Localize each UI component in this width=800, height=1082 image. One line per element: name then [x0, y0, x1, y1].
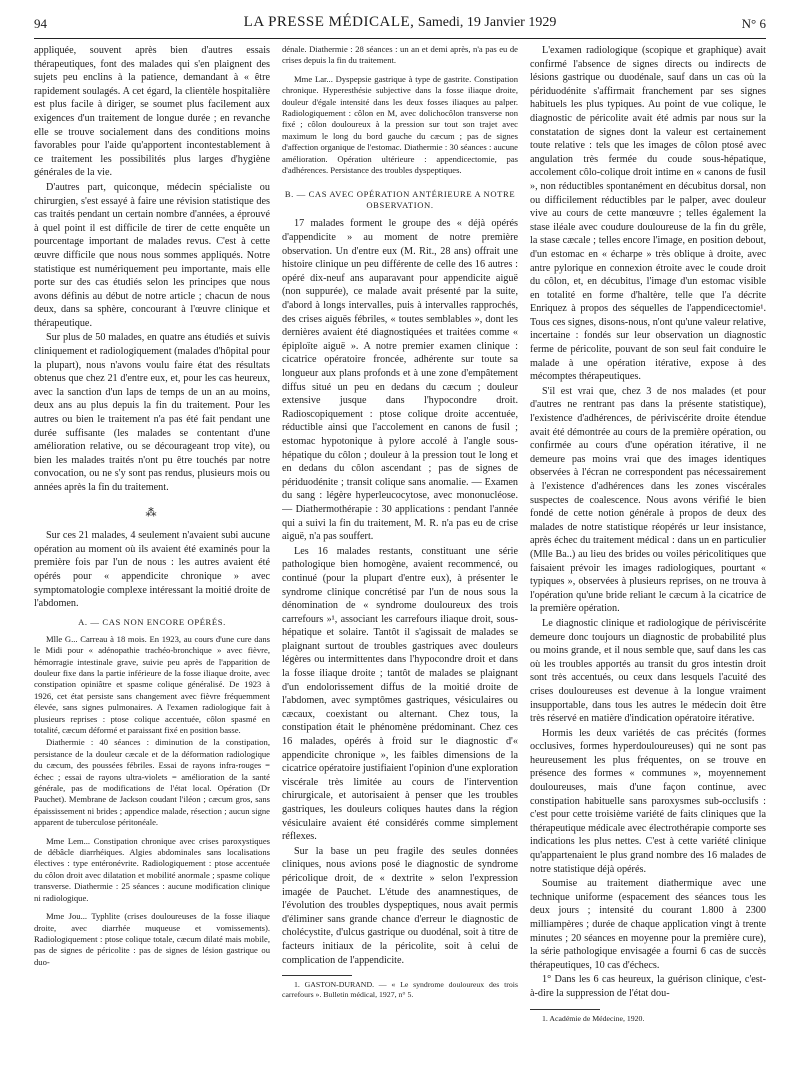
- section-heading: B. — CAS AVEC OPÉRATION ANTÉRIEURE A NOTRE OBSERVATION.: [284, 189, 516, 211]
- paragraph: Hormis les deux variétés de cas précités (formes occlusives, formes hyperdouloureuses) qui ne sont pas heureusement les plus fréquentes, on se trouve en présence des formes « communes », moyennement douloureuses, mais d'une façon continue, avec constipation habituelle sans paroxysmes sub-occlusifs : c'est pour cette troisième variété de faits cliniques que la thérapeutique médicale avec électrothérapie comporte ses indications les plus nettes. C'est à cette variété clinique qu'appartenaient le plus grand nombre des 16 malades de notre statistique déjà opérés.: [530, 727, 766, 875]
- issue-date: Samedi, 19 Janvier 1929: [414, 15, 557, 30]
- paragraph: Les 16 malades restants, constituant une série pathologique bien homogène, avaient recommencé, ou continué (pour la plupart d'entre eux), à présenter le syndrome clinique concrétisé par l'un de nous sous la dénomination de « syndrome douloureux des trois carrefours »¹, associant les carrefours iliaque droit, sous-hépatique et solaire. Tantôt il s'agissait de malades se plaignant surtout de troubles gastriques avec douleurs légères ou intermittentes dans l'hypocondre droit et dans la fosse iliaque droite ; tantôt de malades se plaignant d'un endolorissement diffus de la moitié droite de l'abdomen, avec symptômes gastriques, vésiculaires ou cæcaux, coexistant ou alternant. Chez tous, la constipation était le phénomène prédominant. Chez ces 16 malades, opérés à froid sur le diagnostic d'« appendicite chronique », les faibles dimensions de la cicatrice opératoire justifiaient l'opinion d'une exploration viscérale très limitée au cours de l'intervention chirurgicale, et autorisaient à penser que les troubles gastriques, les douleurs coliques hautes dans la région vésiculaire avaient été considérés comme simplement réflexes.: [282, 545, 518, 843]
- paragraph: 1° Dans les 6 cas heureux, la guérison clinique, c'est-à-dire la suppression de l'état dou-: [530, 974, 766, 999]
- paragraph: S'il est vrai que, chez 3 de nos malades (et pour d'autres ne rentrant pas dans la présente statistique), l'existence d'adhérences, de périviscérite droite étendue avait été démontrée au cours de la première opération, ou confirmée au cours d'une opération itérative, il ne demeure pas moins vrai que des images identiques observées à l'écran ne correspondent pas nécessairement à l'existence d'adhérences dans les zones viscérales suspectes de coalescence. Nous avons vérifié le bien fondé de cette notion générale à propos de deux des malades de notre statistique réopérés ur leur insistance, après échec du traitement médical : dans un en particulier (Mlle Ba..) au lieu des brides ou voiles péricolitiques que faisaient prévoir les images radiologiques, pourtant « typiques », observées à plusieurs reprises, on ne trouva à l'opération qu'une bride reliant le cæcum à la cicatrice de la première opération.: [530, 385, 766, 615]
- section-heading: A. — CAS NON ENCORE OPÉRÉS.: [78, 616, 226, 627]
- footnote: 1. GASTON-DURAND. — « Le syndrome douloureux des trois carrefours ». Bulletin médical, 1927, n° 5.: [282, 980, 518, 1000]
- paragraph: 17 malades forment le groupe des « déjà opérés d'appendicite » au moment de notre première observation. Un d'entre eux (M. Rit., 28 ans) offrait une histoire clinique un peu différente de celle des 16 autres : opéré dix-neuf ans auparavant pour appendicite aiguë (non suppurée), ce malade avait présenté par la suite, d'abord à longs intervalles, puis à intervalles rapprochés, des crises aiguës fébriles, « toutes semblables », dont les dernières avaient été diagnostiquées et traitées comme « épiploïte aiguë ». A notre premier examen clinique : cicatrice opératoire froncée, adhérente sur toute sa longueur aux plans profonds et à une zone d'empâtement diffus situé un peu en dedans du cæcum ; douleur extensive jusque dans l'hypocondre droit. Radioscopiquement : ptose colique droite accentuée, réductible ainsi que l'accolement en canons de fusil ; estomac hypotonique à pylore accolé à l'angle sous-hépatique du côlon ; douleur à la pression tout le long et en dedans du côlon ascendant ; pas de signes de périduodénite ; transit colique sans anomalie. — Examen du sang : légère hyperleucocytose, avec mononucléose. — Diathermothérapie : 30 applications : pendant l'année qui a suivi la fin du traitement, M. R. n'a pas eu de crise aiguë, n'a pas souffert.: [282, 218, 518, 543]
- case-paragraph: Mme Jou... Typhlite (crises douloureuses de la fosse iliaque droite, avec diarrhée muqueuse et vomissements). Radiologiquement : ptose colique totale, cæcum dilaté mais mobile, pas de signes de péricolite : pas de signes de lésion gastrique ou duo-: [34, 911, 270, 967]
- column-middle: [282, 44, 518, 1074]
- paragraph: Le diagnostic clinique et radiologique de périviscérite demeure donc toujours un diagnostic de probabilité plus ou moins grande, et il nous semble que, sauf dans les cas où les troubles apportés au transit du gros intestin droit sont très accentués, ou ceux dans lesquels l'acuité des crises douloureuses est devenue à la longue vraiment insupportable, dans tous les autres le médecin doit être très réservé en matière d'indication opératoire itérative.: [530, 617, 766, 725]
- footnote-rule: [282, 975, 352, 976]
- paragraph: Sur plus de 50 malades, en quatre ans étudiés et suivis cliniquement et radiologiquement (malades d'hôpital pour la plupart), nous n'avons voulu faire état des résultats obtenus que chez 21 d'entre eux, et, pour les cas heureux, avec la sanction d'un laps de temps de un an au moins, deux ans au plus depuis la fin du traitement. Pour les autres ou bien le traitement n'a pas été fait pendant une durée suffisante (les malades se contentant d'une amélioration relative, ou se décourageant trop vite), ou bien les malades traités n'ont pu être touchés par notre convocation, ou ne s'y sont pas rendus, plusieurs mois ou années après la fin du traitement.: [34, 332, 270, 493]
- case-paragraph: Mme Lar... Dyspepsie gastrique à type de gastrite. Constipation chronique. Hyperesthésie subjective dans la fosse iliaque droite, douleur d'égale intensité dans les deux fosses iliaques au palper. Radiologiquement : côlon en M, avec dolichocôlon transverse non fixé ; côlon douloureux à la pression sur tout son trajet avec maximum le long du bord gauche du cæcum ; pas de signes d'affection organique de l'estomac. Diathermie : 30 séances : aucune amélioration. Opération ultérieure : appendicectomie, pas d'adhérences. Persistance des troubles dyspeptiques.: [282, 73, 518, 176]
- paragraph: Soumise au traitement diathermique avec une technique uniforme (espacement des séances tous les deux jours ; intensité du courant 1.800 à 2300 milliampères ; durée de chaque application vingt à trente minutes ; 20 séances en moyenne pour la première cure), la série pathologique envisagée a fourni 6 cas de succès thérapeutiques, 10 cas d'échecs.: [530, 878, 766, 971]
- journal-title-line: [34, 14, 766, 31]
- case-paragraph: dénale. Diathermie : 28 séances : un an et demi après, n'a pas eu de crises depuis la fin du traitement.: [282, 44, 518, 66]
- case-paragraph: Mme Lem... Constipation chronique avec crises paroxystiques de débâcle diarrhéiques. Algies abdominales sans localisations électives : type entéronévrite. Radiologiquement : ptose accentuée du côlon droit avec dilatation et mobilité anormale ; spasme colique transverse. Diathermie : 25 séances : aucune modification clinique ni radiologique.: [34, 835, 270, 903]
- header-rule: [34, 38, 766, 39]
- case-paragraph: Mlle G... Carreau à 18 mois. En 1923, au cours d'une cure dans le Midi pour « adénopathie trachéo-bronchique » avec fièvre, hémorragie intestinale grave, suivie peu après de l'apparition de douleur fixe dans la partie inférieure de la fosse iliaque droite, avec constipation opiniâtre et spasme colique généralisé. De 1923 à 1926, cet état persiste sans changement avec fièvre fréquemment élevée, sans signes pulmonaires. A l'examen radiologique fait à plusieurs reprises : ptose colique accentuée, côlon spasmé en totalité, cæcum déformé et paraissant fixé en position basse.: [34, 633, 270, 735]
- journal-name: LA PRESSE MÉDICALE,: [243, 14, 415, 30]
- footnote: 1. Académie de Médecine, 1920.: [542, 1013, 645, 1023]
- paragraph: appliquée, souvent après bien d'autres essais thérapeutiques, font des malades qui s'en plaignent des sujets peu enclins à la patience, demandant à « être rapidement soulagés. A cet égard, la clientèle hospitalière est plus facile à diriger, se soumet plus facilement aux exigences d'un traitement de longue durée ; en revanche elle se trouve socialement dans des conditions moins favorables pour l'aide qu'apportent incontestablement à ce traitement les possibilités plus larges d'hygiène générales de la vie.: [34, 45, 270, 179]
- column-right: [530, 44, 766, 1074]
- paragraph: L'examen radiologique (scopique et graphique) avait confirmé l'absence de signes directs ou indirects de lésions gastrique ou duodénale, sauf dans un cas où la périduodénite s'affirmait franchement par ses signes habituels les plus typiques. Au point de vue colique, le diagnostic de péricolite avait été admis par nous sur la constatation de signes dont la valeur est certainement toute relative : tels que les images de côlon ptosé avec angulation très fermée du coude sous-hépatique, accolement côlo-colique droit intime en « canons de fusil », non réductibles spontanément en décubitus dorsal, non ou difficilement réductibles par le palper, avec douleur vive au cours de cette manœuvre ; telles également la stase iléale avec coudure douloureuse de la fin du grêle, la stase cæcale ; telles encore l'image, en position debout, d'un estomac en « écharpe » très oblique à droite, avec antre pylorique en connexion étroite avec le coude droit du côlon, et, en décubitus, l'image d'un estomac visible en totalité en forme d'haltère, telle que l'a décrite Enriquez à propos des séquelles de l'appendicectomie¹. Tous ces signes, disons-nous, n'ont qu'une valeur relative, incertaine : fondés sur leur observation un diagnostic ferme de péricolite, pouvant de son seul fait conduire le malade à une opération itérative, expose à des mécomptes thérapeutiques.: [530, 45, 766, 383]
- paragraph: D'autres part, quiconque, médecin spécialiste ou chirurgien, s'est essayé à faire une révision statistique des cas traités pendant un certain nombre d'années, a éprouvé à quel point il est difficile de tirer de cette enquête un pourcentage important de malades revus. C'est à cette œuvre difficile que nous nous sommes appliqués. Notre statistique est numériquement peu importante, mais elle porte sur des cas étudiés selon les principes que nous avons définis au début de notre article ; chacun de nous deux, dans sa sphère, concourant à l'œuvre clinique et thérapeutique.: [34, 181, 270, 329]
- paragraph: Sur ces 21 malades, 4 seulement n'avaient subi aucune opération au moment où ils avaient été examinés pour la première fois par l'un de nous : les autres avaient été opérés pour « appendicite chronique » avec symptomatologie complexe intéressant la moitié droite de l'abdomen.: [34, 530, 270, 610]
- issue-number: N° 6: [741, 16, 766, 31]
- page-number: 94: [34, 16, 47, 31]
- footnote-rule: [530, 1009, 600, 1010]
- column-left: [34, 44, 270, 1074]
- page-header: [34, 14, 766, 36]
- case-paragraph: Diathermie : 40 séances : diminution de la constipation, persistance de la douleur cæcale et de la déformation radiologique du cæcum, des poussées fébriles. Essai de rayons infra-rouges = échec ; essai de rayons ultra-violets = amélioration de la santé générale, pas de modifications de l'état local. Opération (Dr Pauchet). Membrane de Jackson coudant l'iléon ; cæcum gros, sans épaississement ni brides ; appendice malade, résection ; aucun signe apparent de tuberculose péritonéale.: [34, 737, 270, 828]
- paragraph: Sur la base un peu fragile des seules données cliniques, nous avions posé le diagnostic de syndrome péricolique droit, de « dextrite » selon l'expression imagée de Pauchet. L'étude des anamnestiques, de l'évolution des troubles dyspeptiques, nous avait permis d'éliminer sans grande chance d'erreur le diagnostic de cholécystite, d'ulcus gastrique ou duodénal, soit à titre de facteurs initiaux de la péricolite, soit à celui de complication de l'appendicite.: [282, 845, 518, 966]
- section-asterism: ⁂: [145, 506, 159, 519]
